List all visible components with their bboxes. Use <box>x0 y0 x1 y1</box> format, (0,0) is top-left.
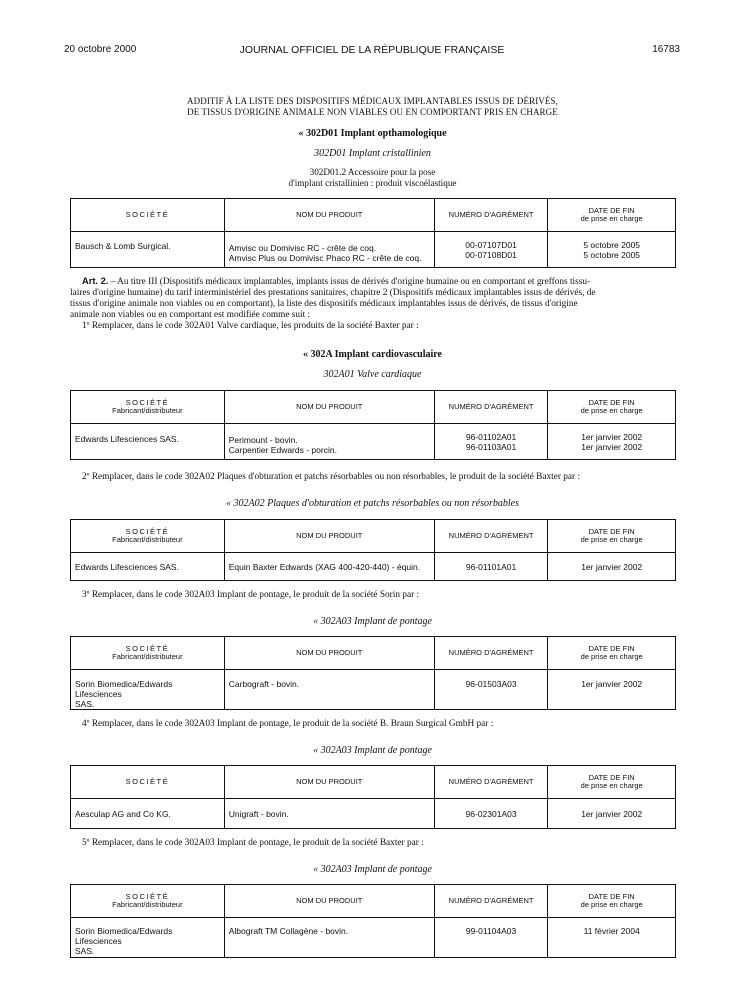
col-agrement: NUMÉRO D'AGRÉMENT <box>434 766 548 799</box>
col-societe: SOCIÉTÉ Fabricant/distributeur <box>71 885 225 918</box>
cell-agrement: 96-01102A01 96-01103A01 <box>434 424 548 460</box>
table-row <box>71 918 676 958</box>
cell-societe: Edwards Lifesciences SAS. <box>71 553 225 581</box>
col-agrement: NUMÉRO D'AGRÉMENT <box>434 885 548 918</box>
col-societe: SOCIÉTÉ Fabricant/distributeur <box>71 637 225 670</box>
article-2-point1: 1º Remplacer, dans le code 302A01 Valve cardiaque, les produits de la société Baxter par : <box>82 321 419 331</box>
article-2-line3: tissus d'origine animale non viables ou en comportant), la liste des dispositifs médicaux implantables issus de dérivés, de tissus d'origine <box>70 299 578 309</box>
section1-subheading: 302D01 Implant cristallinien <box>314 148 431 159</box>
table-row <box>71 232 676 268</box>
table-header-row <box>71 766 676 799</box>
table-pontage-braun <box>70 765 676 829</box>
col-societe: SOCIÉTÉ Fabricant/distributeur <box>71 391 225 424</box>
header-date: 20 octobre 2000 <box>64 44 137 55</box>
col-agrement: NUMÉRO D'AGRÉMENT <box>434 391 548 424</box>
table-plaques-obturation <box>70 519 676 581</box>
cell-produit: Amvisc ou Domivisc RC - crête de coq. Amvisc Plus ou Domivisc Phaco RC - crête de coq. <box>224 232 434 268</box>
section6-heading: « 302A03 Implant de pontage <box>313 864 432 875</box>
col-date-fin: DATE DE FIN de prise en charge <box>548 199 676 232</box>
col-agrement: NUMÉRO D'AGRÉMENT <box>434 520 548 553</box>
addendum-title <box>70 96 675 118</box>
col-produit: NOM DU PRODUIT <box>224 637 434 670</box>
table-row <box>71 424 676 460</box>
cell-agrement: 99-01104A03 <box>434 918 548 958</box>
col-date-fin: DATE DE FIN de prise en charge <box>548 520 676 553</box>
cell-produit: Unigraft - bovin. <box>224 799 434 829</box>
table-implant-cristallinien <box>70 198 676 268</box>
article-2-line2: laires d'origine humaine) du tarif interministériel des prestations sanitaires, chapitre 2 (Dispositifs médicaux implantables issus de dérivés, de <box>70 288 596 298</box>
article-2-label: Art. 2. <box>82 276 109 286</box>
cell-agrement: 96-01101A01 <box>434 553 548 581</box>
cell-agrement: 96-02301A03 <box>434 799 548 829</box>
point-4: 4º Remplacer, dans le code 302A03 Implant de pontage, le produit de la société B. Braun Surgical GmbH par : <box>82 719 494 729</box>
point-2: 2º Remplacer, dans le code 302A02 Plaques d'obturation et patchs résorbables ou non résorbables, le produit de la société Baxter par : <box>82 472 581 482</box>
col-date-fin: DATE DE FIN de prise en charge <box>548 885 676 918</box>
section1-sub2-line1: 302D01.2 Accessoire pour la pose <box>309 167 436 177</box>
article-2-line4: animale non viables ou en comportant est modifiée comme suit : <box>70 310 311 320</box>
cell-agrement: 96-01503A03 <box>434 670 548 710</box>
table-header-row <box>71 637 676 670</box>
cell-produit: Perimount - bovin. Carpentier Edwards - porcin. <box>224 424 434 460</box>
col-produit: NOM DU PRODUIT <box>224 766 434 799</box>
section2-heading: « 302A Implant cardiovasculaire <box>303 349 442 360</box>
page-header <box>64 44 680 58</box>
point-3: 3º Remplacer, dans le code 302A03 Implant de pontage, le produit de la société Sorin par : <box>82 590 420 600</box>
col-societe: SOCIÉTÉ <box>71 766 225 799</box>
cell-produit: Albograft TM Collagène - bovin. <box>224 918 434 958</box>
cell-societe: Sorin Biomedica/Edwards Lifesciences SAS. <box>71 670 225 710</box>
col-date-fin: DATE DE FIN de prise en charge <box>548 637 676 670</box>
addendum-title-line2: DE TISSUS D'ORIGINE ANIMALE NON VIABLES OU EN COMPORTANT PRIS EN CHARGE <box>187 107 558 117</box>
cell-produit: Equin Baxter Edwards (XAG 400-420-440) - équin. <box>224 553 434 581</box>
section1-heading: « 302D01 Implant opthamologique <box>298 128 447 139</box>
section4-heading: « 302A03 Implant de pontage <box>313 616 432 627</box>
table-header-row <box>71 391 676 424</box>
table-header-row <box>71 520 676 553</box>
table-row <box>71 670 676 710</box>
col-agrement: NUMÉRO D'AGRÉMENT <box>434 637 548 670</box>
col-agrement: NUMÉRO D'AGRÉMENT <box>434 199 548 232</box>
section3-heading: « 302A02 Plaques d'obturation et patchs résorbables ou non résorbables <box>226 498 519 509</box>
cell-societe: Edwards Lifesciences SAS. <box>71 424 225 460</box>
journal-title: JOURNAL OFFICIEL DE LA RÉPUBLIQUE FRANÇAISE <box>239 44 505 56</box>
cell-agrement: 00-07107D01 00-07108D01 <box>434 232 548 268</box>
cell-produit: Carbograft - bovin. <box>224 670 434 710</box>
cell-date-fin: 1er janvier 2002 <box>548 670 676 710</box>
section2-subheading: 302A01 Valve cardiaque <box>323 369 422 380</box>
table-row <box>71 799 676 829</box>
table-header-row <box>71 885 676 918</box>
cell-date-fin: 1er janvier 2002 <box>548 553 676 581</box>
table-row <box>71 553 676 581</box>
cell-date-fin: 5 octobre 2005 5 octobre 2005 <box>548 232 676 268</box>
col-date-fin: DATE DE FIN de prise en charge <box>548 391 676 424</box>
cell-societe: Bausch & Lomb Surgical. <box>71 232 225 268</box>
col-produit: NOM DU PRODUIT <box>224 391 434 424</box>
cell-date-fin: 11 février 2004 <box>548 918 676 958</box>
table-valve-cardiaque <box>70 390 676 460</box>
col-produit: NOM DU PRODUIT <box>224 885 434 918</box>
article-2-line1: – Au titre III (Dispositifs médicaux implantables, implants issus de dérivés d'origine humaine ou en comportant et greffons tissu- <box>108 277 591 287</box>
table-pontage-sorin <box>70 636 676 710</box>
col-produit: NOM DU PRODUIT <box>224 520 434 553</box>
section5-heading: « 302A03 Implant de pontage <box>313 745 432 756</box>
col-societe: SOCIÉTÉ Fabricant/distributeur <box>71 520 225 553</box>
cell-societe: Sorin Biomedica/Edwards Lifesciences SAS. <box>71 918 225 958</box>
col-produit: NOM DU PRODUIT <box>224 199 434 232</box>
cell-date-fin: 1er janvier 2002 1er janvier 2002 <box>548 424 676 460</box>
col-societe: SOCIÉTÉ <box>71 199 225 232</box>
section1-sub2 <box>70 167 675 189</box>
addendum-title-line1: ADDITIF À LA LISTE DES DISPOSITIFS MÉDICAUX IMPLANTABLES ISSUS DE DÉRIVÉS, <box>187 96 558 106</box>
table-header-row <box>71 199 676 232</box>
cell-date-fin: 1er janvier 2002 <box>548 799 676 829</box>
section1-sub2-line2: d'implant cristallinien : produit viscoélastique <box>288 178 457 188</box>
col-date-fin: DATE DE FIN de prise en charge <box>548 766 676 799</box>
cell-societe: Aesculap AG and Co KG. <box>71 799 225 829</box>
page-number: 16783 <box>652 44 680 55</box>
point-5: 5º Remplacer, dans le code 302A03 Implant de pontage, le produit de la société Baxter par : <box>82 838 424 848</box>
table-pontage-baxter <box>70 884 676 958</box>
article-2 <box>70 276 675 332</box>
